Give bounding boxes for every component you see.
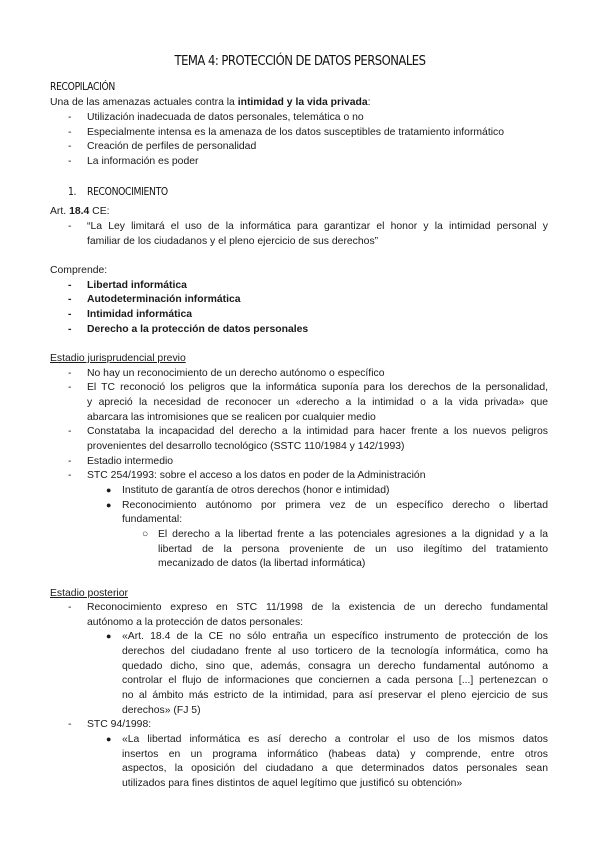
bullet-marker: ●	[106, 631, 112, 641]
dash-marker: -	[68, 719, 72, 730]
list-item-line: abarcara las intromisiones que se realicen por cualquier medio	[87, 412, 376, 423]
list-item: Autodeterminación informática	[87, 294, 241, 305]
dash-marker: -	[68, 426, 72, 437]
dash-marker: -	[68, 221, 72, 232]
sub-list-item-line: fundamental:	[122, 514, 183, 525]
subsub-list-item-line: mecanizado de datos (la libertad informática)	[158, 558, 366, 569]
dash-marker: -	[68, 156, 72, 167]
section-number: 1.	[68, 186, 77, 198]
intro-colon: :	[367, 97, 371, 108]
art-number: 18.4	[69, 206, 90, 217]
bullet-marker: ●	[106, 734, 112, 744]
list-item-line: El TC reconoció los peligros que la informática suponía para los derechos de la personalidad,	[87, 382, 548, 393]
subsection-heading-posterior: Estadio posterior	[50, 588, 128, 599]
intro-text: Una de las amenazas actuales contra la	[50, 97, 238, 108]
dash-marker: -	[68, 294, 72, 305]
sub-list-item: Instituto de garantía de otros derechos (honor e intimidad)	[122, 485, 390, 496]
quote-line: controlar el flujo de informaciones que conciernen a cada persona [...] pertenezcan o	[122, 675, 548, 686]
list-item-line: Reconocimiento expreso en STC 11/1998 de la existencia de un derecho fundamental	[87, 602, 548, 613]
list-item: Libertad informática	[87, 280, 187, 291]
dash-marker: -	[68, 112, 72, 123]
list-item: STC 94/1998:	[87, 719, 152, 730]
list-item-line: provenientes del desarrollo tecnológico (SSTC 110/1984 y 142/1993)	[87, 441, 405, 452]
quote-line: «La libertad informática es así derecho a controlar el uso de los mismos datos	[122, 734, 548, 745]
list-item: Creación de perfiles de personalidad	[87, 141, 257, 152]
list-item: Estadio intermedio	[87, 456, 174, 467]
dash-marker: -	[68, 309, 72, 320]
list-item-line: y apreció la necesidad de reconocer un «derecho a la intimidad o a la vida privada» que	[87, 397, 548, 408]
art-suffix: CE:	[89, 206, 110, 217]
quote-line: familiar de los ciudadanos y el pleno ejercicio de sus derechos”	[87, 236, 379, 247]
art-prefix: Art.	[50, 206, 70, 217]
list-item: Intimidad informática	[87, 309, 193, 320]
recopilacion-intro	[50, 95, 371, 110]
dash-marker: -	[68, 127, 72, 138]
article-reference	[50, 204, 110, 219]
list-item-line: autónomo a la protección de datos personales:	[87, 617, 304, 628]
subsub-list-item-line: El derecho a la libertad frente a las potenciales agresiones a la dignidad y a la	[158, 529, 548, 540]
quote-line: no al ámbito más estricto de la intimidad, para así preservar el pleno ejercicio de sus	[122, 690, 548, 701]
bullet-marker: ●	[106, 500, 112, 510]
list-item-line: Constataba la incapacidad del derecho a la intimidad para hacer frente a los nuevos peligros	[87, 426, 548, 437]
quote-line: «Art. 18.4 de la CE no sólo entraña un específico instrumento de protección de los	[122, 631, 548, 642]
dash-marker: -	[68, 382, 72, 393]
intro-bold-text: intimidad y la vida privada	[237, 97, 368, 108]
list-item: No hay un reconocimiento de un derecho autónomo o específico	[87, 368, 385, 379]
dash-marker: -	[68, 470, 72, 481]
list-item: Especialmente intensa es la amenaza de los datos susceptibles de tratamiento informático	[87, 127, 505, 138]
quote-line: derechos» (FJ 5)	[122, 705, 201, 716]
list-item: Utilización inadecuada de datos personales, telemática o no	[87, 112, 364, 123]
section-heading-reconocimiento: RECONOCIMIENTO	[87, 186, 168, 198]
dash-marker: -	[68, 602, 72, 613]
subsub-list-item-line: libertad de la persona proveniente de un uso ilegítimo del tratamiento	[158, 544, 548, 555]
quote-line: “La Ley limitará el uso de la informática para garantizar el honor y la intimidad personal y	[87, 221, 548, 232]
quote-line: aspectos, la oposición del ciudadano a que determinados datos personales sean	[122, 763, 548, 774]
quote-line: utilizados para fines distintos de aquel legítimo que justificó su obtención»	[122, 778, 463, 789]
page-title: TEMA 4: PROTECCIÓN DE DATOS PERSONALES	[174, 53, 426, 69]
quote-line: insertos en un programa informático (habeas data) y comprende, entre otros	[122, 749, 548, 760]
circle-marker: ○	[142, 529, 149, 540]
list-item: Derecho a la protección de datos personales	[87, 324, 309, 335]
quote-line: quedado dicho, sino que, además, consagra un derecho fundamental autónomo a	[122, 661, 548, 672]
sub-list-item-line: Reconocimiento autónomo por primera vez de un específico derecho o libertad	[122, 500, 548, 511]
comprende-label: Comprende:	[50, 265, 108, 276]
quote-line: derechos del ciudadano frente al uso torticero de la tecnología informática, como ha	[122, 646, 548, 657]
list-item: La información es poder	[87, 156, 199, 167]
dash-marker: -	[68, 456, 72, 467]
section-heading-recopilacion: RECOPILACIÓN	[50, 81, 115, 93]
dash-marker: -	[68, 368, 72, 379]
dash-marker: -	[68, 280, 72, 291]
dash-marker: -	[68, 324, 72, 335]
bullet-marker: ●	[106, 485, 112, 495]
subsection-heading-previo: Estadio jurisprudencial previo	[50, 353, 186, 364]
list-item: STC 254/1993: sobre el acceso a los datos en poder de la Administración	[87, 470, 426, 481]
dash-marker: -	[68, 141, 72, 152]
